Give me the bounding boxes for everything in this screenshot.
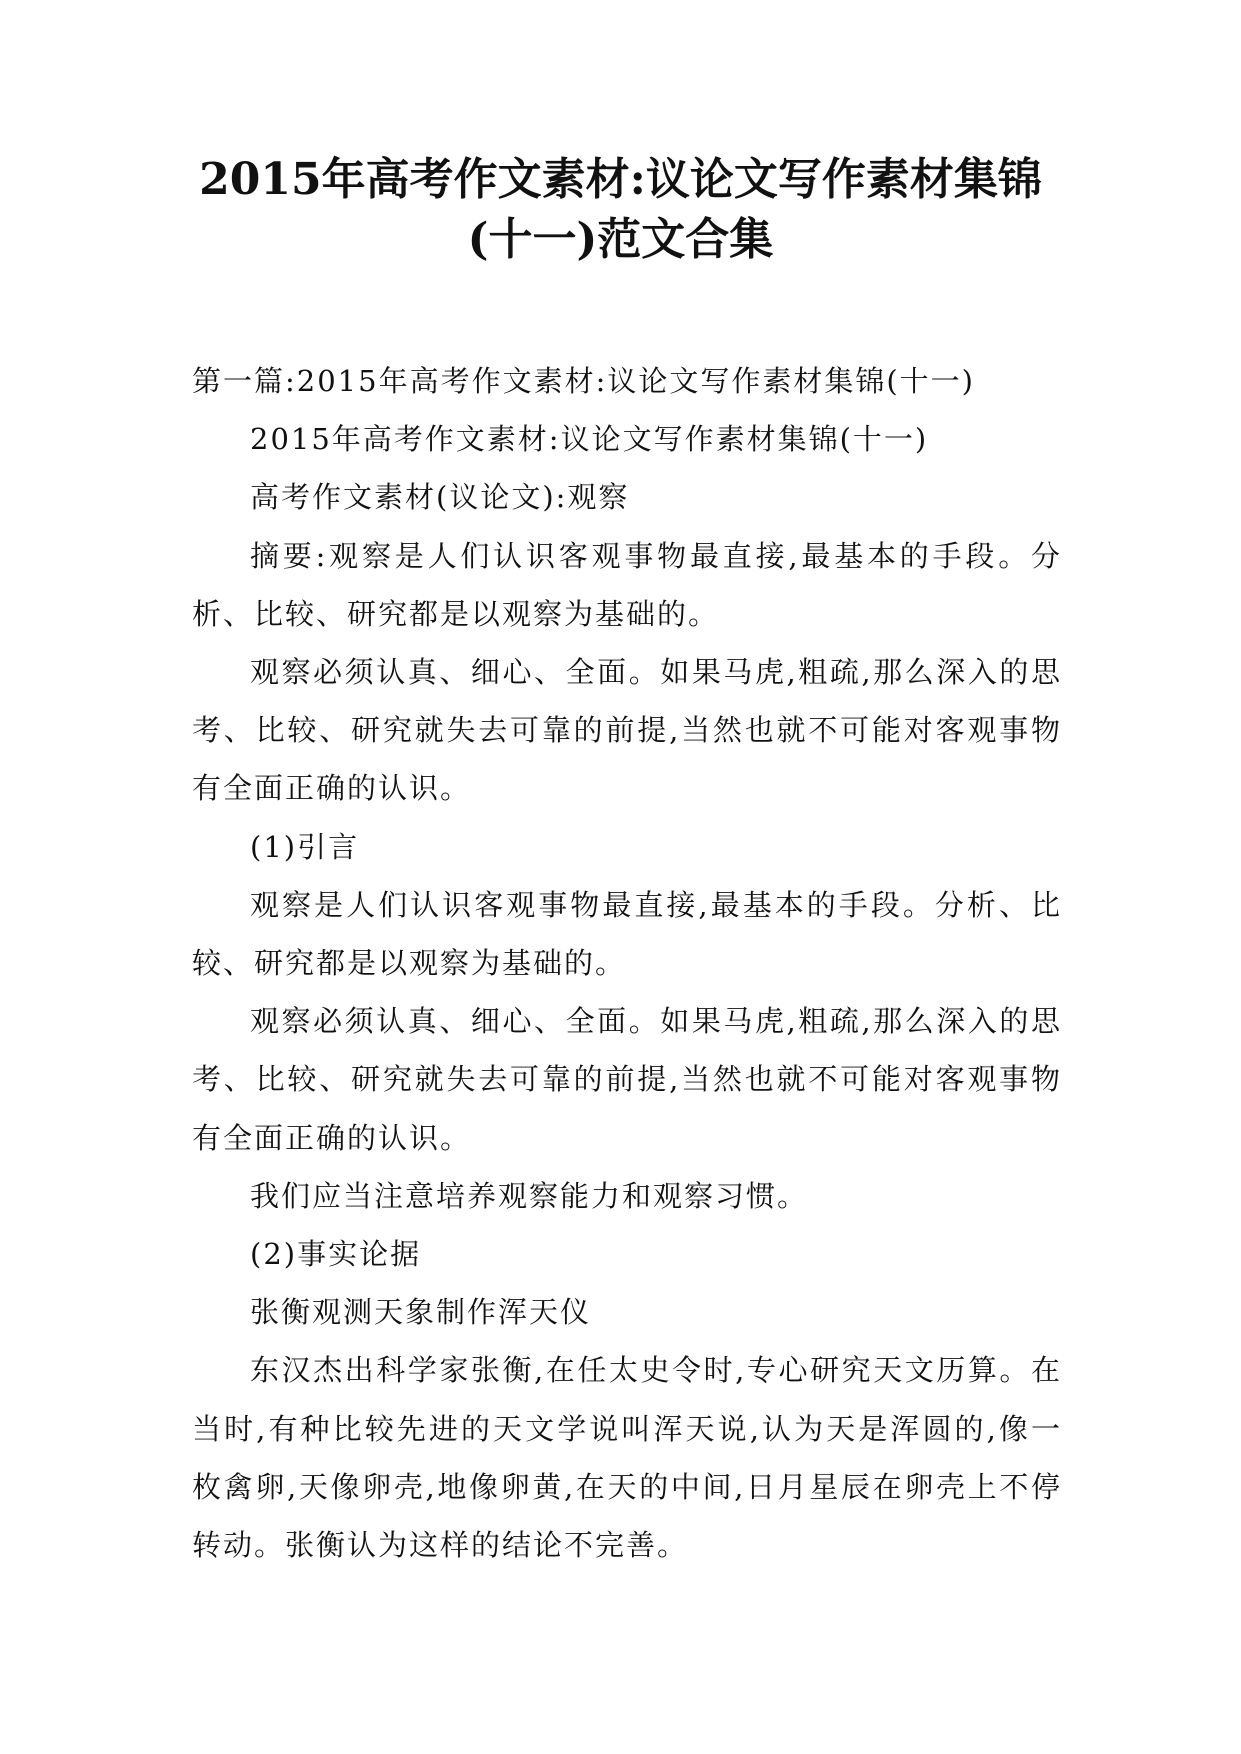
paragraph: 观察是人们认识客观事物最直接,最基本的手段。分析、比较、研究都是以观察为基础的。 (192, 887, 1062, 981)
paragraph: 我们应当注意培养观察能力和观察习惯。 (250, 1178, 809, 1213)
paragraph: 观察必须认真、细心、全面。如果马虎,粗疏,那么深入的思考、比较、研究就失去可靠的前提,当然也就不可能对客观事物有全面正确的认识。 (192, 655, 1062, 806)
title-line-2: (十一)范文合集 (467, 214, 774, 265)
paragraph: (2)事实论据 (250, 1237, 422, 1272)
section-heading: 第一篇:2015年高考作文素材:议论文写作素材集锦(十一) (192, 364, 975, 398)
document-title (150, 150, 1091, 270)
title-line-1: 2015年高考作文素材:议论文写作素材集锦 (199, 154, 1042, 205)
document-body (192, 352, 1062, 1574)
paragraph: 2015年高考作文素材:议论文写作素材集锦(十一) (250, 422, 929, 457)
paragraph: 东汉杰出科学家张衡,在任太史令时,专心研究天文历算。在当时,有种比较先进的天文学说叫浑天说,认为天是浑圆的,像一枚禽卵,天像卵壳,地像卵黄,在天的中间,日月星辰在卵壳上不停转动。张衡认为这样的结论不完善。 (192, 1353, 1062, 1563)
paragraph: 高考作文素材(议论文):观察 (250, 480, 630, 515)
paragraph: 摘要:观察是人们认识客观事物最直接,最基本的手段。分析、比较、研究都是以观察为基础的。 (192, 538, 1062, 631)
paragraph: (1)引言 (250, 829, 360, 864)
paragraph: 张衡观测天象制作浑天仪 (250, 1295, 592, 1330)
paragraph: 观察必须认真、细心、全面。如果马虎,粗疏,那么深入的思考、比较、研究就失去可靠的前提,当然也就不可能对客观事物有全面正确的认识。 (192, 1004, 1062, 1155)
